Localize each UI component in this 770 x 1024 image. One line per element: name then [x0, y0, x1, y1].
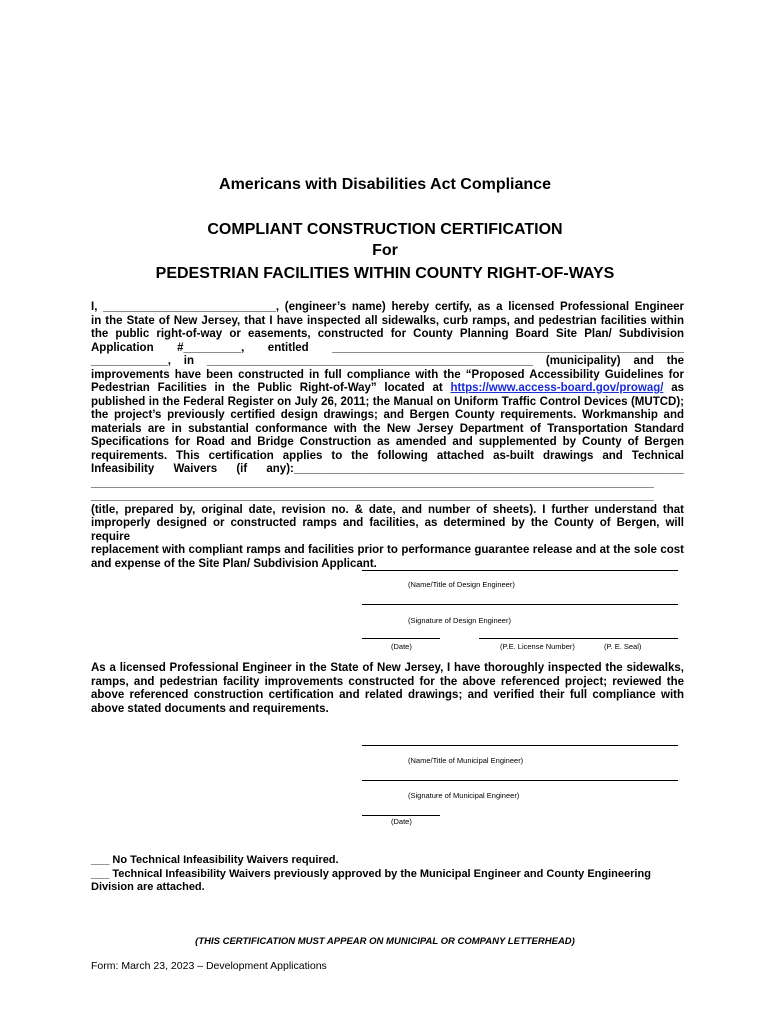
subtitle-line-2: For — [372, 242, 398, 259]
municipal-engineer-name-line[interactable] — [362, 745, 678, 746]
form-date: Form: March 23, 2023 – Development Applications — [91, 960, 327, 972]
cert-line-4: Application #_________, entitled _______________________________________________________ — [91, 341, 684, 354]
waiver-option-attached-cont: Division are attached. — [91, 881, 205, 893]
prowag-link[interactable]: https://www.access-board.gov/prowag/ — [450, 382, 664, 394]
cert-line-7-text: Pedestrian Facilities in the Public Right-of-Way” located at — [91, 382, 451, 394]
municipal-line-1: As a licensed Professional Engineer in the State of New Jersey, I have thoroughly inspected the sidewalks, — [91, 662, 684, 674]
cert-line-3: the public right-of-way or easements, constructed for County Planning Board Site Plan/ Subdivision — [91, 328, 684, 340]
certification-paragraph — [91, 301, 684, 571]
cert-line-14: ________________________________________________________________________________________ — [91, 476, 654, 489]
cert-line-7 — [91, 382, 684, 396]
cert-line-6: improvements have been constructed in full compliance with the “Proposed Accessibility Guidelines for — [91, 368, 684, 381]
subtitle-line-1: COMPLIANT CONSTRUCTION CERTIFICATION — [207, 221, 563, 238]
cert-line-11: Specifications for Road and Bridge Construction as amended and supplemented by County of Bergen — [91, 436, 684, 448]
document-title: Americans with Disabilities Act Compliance — [219, 176, 551, 193]
cert-line-18: replacement with compliant ramps and facilities prior to performance guarantee release and at the sole cost — [91, 544, 684, 556]
design-engineer-date-label: (Date) — [391, 642, 412, 651]
cert-line-5: ____________, in ___________________________________________________ (municipality) and the — [91, 355, 684, 367]
design-engineer-signature-label: (Signature of Design Engineer) — [408, 616, 511, 625]
document-subtitle — [0, 219, 770, 284]
cert-line-7-end: as — [663, 382, 684, 394]
cert-line-15: ________________________________________________________________________________________ — [91, 490, 654, 502]
design-engineer-seal-label: (P. E. Seal) — [604, 642, 642, 651]
municipal-statement — [91, 662, 684, 716]
cert-line-13: Infeasibility Waivers (if any):_____________________________________________________________ — [91, 463, 684, 475]
cert-line-16: (title, prepared by, original date, revision no. & date, and number of sheets). I further understand that — [91, 503, 684, 516]
cert-line-10: materials are in substantial conformance with the New Jersey Department of Transportation Standard — [91, 422, 684, 435]
waiver-options — [91, 854, 691, 895]
municipal-engineer-signature-line[interactable] — [362, 780, 678, 781]
cert-line-8: published in the Federal Register on July 26, 2011; the Manual on Uniform Traffic Control Devices (MUTCD); — [91, 395, 684, 408]
cert-line-1: I, ___________________________, (engineer’s name) hereby certify, as a licensed Professional Engineer — [91, 301, 684, 313]
design-engineer-license-label: (P.E. License Number) — [500, 642, 575, 651]
municipal-line-4: above stated documents and requirements. — [91, 702, 329, 715]
municipal-line-2: ramps, and pedestrian facility improvements constructed for the above referenced project; reviewed the — [91, 675, 684, 688]
municipal-engineer-name-label: (Name/Title of Municipal Engineer) — [408, 756, 524, 765]
municipal-engineer-signature-label: (Signature of Municipal Engineer) — [408, 791, 520, 800]
waiver-option-none[interactable]: ___ No Technical Infeasibility Waivers required. — [91, 854, 339, 866]
design-engineer-name-line[interactable] — [362, 570, 678, 571]
municipal-engineer-date-line[interactable] — [362, 815, 440, 816]
cert-line-9: the project’s previously certified design drawings; and Bergen County requirements. Workmanship and — [91, 409, 684, 421]
cert-line-2: in the State of New Jersey, that I have inspected all sidewalks, curb ramps, and pedestrian facilities within — [91, 314, 684, 327]
cert-line-19: and expense of the Site Plan/ Subdivision Applicant. — [91, 557, 377, 570]
design-engineer-date-line[interactable] — [362, 638, 440, 639]
design-engineer-signature-line[interactable] — [362, 604, 678, 605]
subtitle-line-3: PEDESTRIAN FACILITIES WITHIN COUNTY RIGHT-OF-WAYS — [155, 265, 615, 282]
design-engineer-license-line[interactable] — [479, 638, 678, 639]
cert-line-12: requirements. This certification applies to the following attached as-built drawings and Technical — [91, 449, 684, 462]
design-engineer-name-label: (Name/Title of Design Engineer) — [408, 580, 515, 589]
letterhead-note: (THIS CERTIFICATION MUST APPEAR ON MUNICIPAL OR COMPANY LETTERHEAD) — [195, 936, 575, 947]
municipal-line-3: above referenced construction certification and related drawings; and verified their full compliance with — [91, 689, 684, 701]
waiver-option-attached[interactable]: ___ Technical Infeasibility Waivers previously approved by the Municipal Engineer and County Engineering — [91, 867, 651, 880]
cert-line-17: improperly designed or constructed ramps and facilities, as determined by the County of Bergen, will require — [91, 517, 684, 543]
municipal-engineer-date-label: (Date) — [391, 817, 412, 826]
